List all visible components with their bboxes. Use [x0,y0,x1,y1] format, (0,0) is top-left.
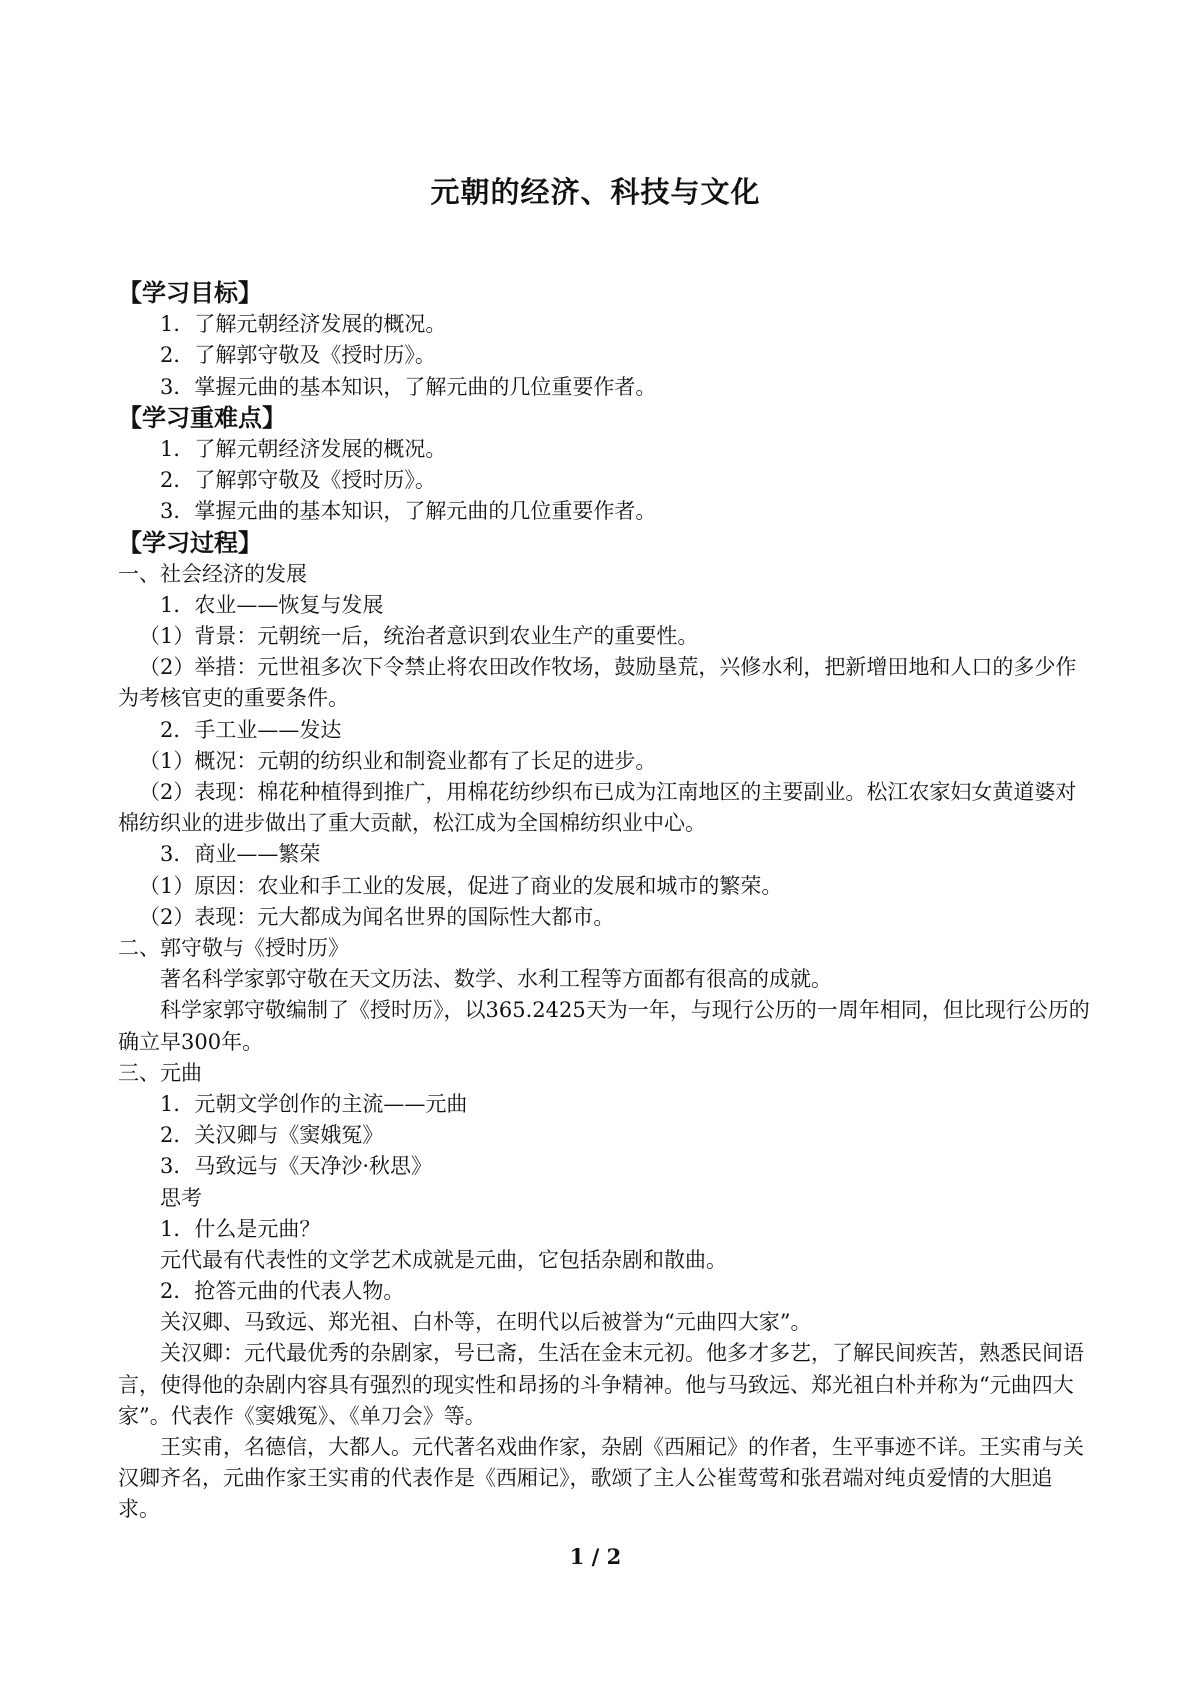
paragraph: （1）概况：元朝的纺织业和制瓷业都有了长足的进步。 [139,748,657,773]
document-body [118,278,1093,1526]
goal-item: 2．了解郭守敬及《授时历》。 [160,343,436,368]
document-title: 元朝的经济、科技与文化 [430,175,761,209]
keypoint-item: 2．了解郭守敬及《授时历》。 [160,468,436,493]
keypoints-heading: 【学习重难点】 [118,403,286,432]
page-number: 1 / 2 [569,1544,622,1569]
answer: 关汉卿、马致远、郑光祖、白朴等，在明代以后被誉为“元曲四大家”。 [160,1310,812,1335]
paragraph: 著名科学家郭守敬在天文历法、数学、水利工程等方面都有很高的成就。 [160,967,832,992]
list-item: 1．元朝文学创作的主流——元曲 [160,1091,468,1116]
keypoint-item: 3．掌握元曲的基本知识，了解元曲的几位重要作者。 [160,499,657,524]
section-title: 一、社会经济的发展 [118,561,307,586]
paragraph: （2）表现：棉花种植得到推广，用棉花纺纱织布已成为江南地区的主要副业。松江农家妇女黄道婆对棉纺织业的进步做出了重大贡献，松江成为全国棉纺织业中心。 [118,780,1077,836]
list-item: 2．关汉卿与《窦娥冤》 [160,1123,384,1148]
paragraph: 科学家郭守敬编制了《授时历》，以365.2425天为一年，与现行公历的一周年相同，但比现行公历的确立早300年。 [118,998,1090,1054]
section-title: 二、郭守敬与《授时历》 [118,936,349,960]
answer: 元代最有代表性的文学艺术成就是元曲，它包括杂剧和散曲。 [160,1247,727,1272]
section-title: 三、元曲 [118,1060,202,1085]
think-label: 思考 [160,1185,202,1210]
paragraph: 王实甫，名德信，大都人。元代著名戏曲作家，杂剧《西厢记》的作者，生平事迹不详。王实甫与关汉卿齐名，元曲作家王实甫的代表作是《西厢记》，歌颂了主人公崔莺莺和张君端对纯贞爱情的大胆追求。 [118,1435,1084,1522]
keypoint-item: 1．了解元朝经济发展的概况。 [160,436,447,461]
paragraph: （1）背景：元朝统一后，统治者意识到农业生产的重要性。 [139,624,699,649]
subsection-title: 3．商业——繁荣 [160,842,321,867]
question: 1．什么是元曲？ [160,1216,321,1241]
list-item: 3．马致远与《天净沙·秋思》 [160,1154,433,1179]
subsection-title: 1．农业——恢复与发展 [160,592,384,617]
goal-item: 1．了解元朝经济发展的概况。 [160,312,447,337]
process-heading: 【学习过程】 [118,528,262,557]
question: 2．抢答元曲的代表人物。 [160,1279,405,1304]
goals-heading: 【学习目标】 [118,279,262,307]
goal-item: 3．掌握元曲的基本知识，了解元曲的几位重要作者。 [160,374,657,399]
subsection-title: 2．手工业——发达 [160,717,342,742]
paragraph: 关汉卿：元代最优秀的杂剧家，号已斋，生活在金末元初。他多才多艺，了解民间疾苦，熟悉民间语言，使得他的杂剧内容具有强烈的现实性和昂扬的斗争精神。他与马致远、郑光祖白朴并称为“元曲四大家”。代表作《窦娥冤》、《单刀会》等。 [118,1341,1084,1428]
paragraph: （2）表现：元大都成为闻名世界的国际性大都市。 [139,904,615,929]
paragraph: （1）原因：农业和手工业的发展，促进了商业的发展和城市的繁荣。 [139,873,783,898]
paragraph: （2）举措：元世祖多次下令禁止将农田改作牧场，鼓励垦荒，兴修水利，把新增田地和人口的多少作为考核官吏的重要条件。 [118,655,1077,711]
